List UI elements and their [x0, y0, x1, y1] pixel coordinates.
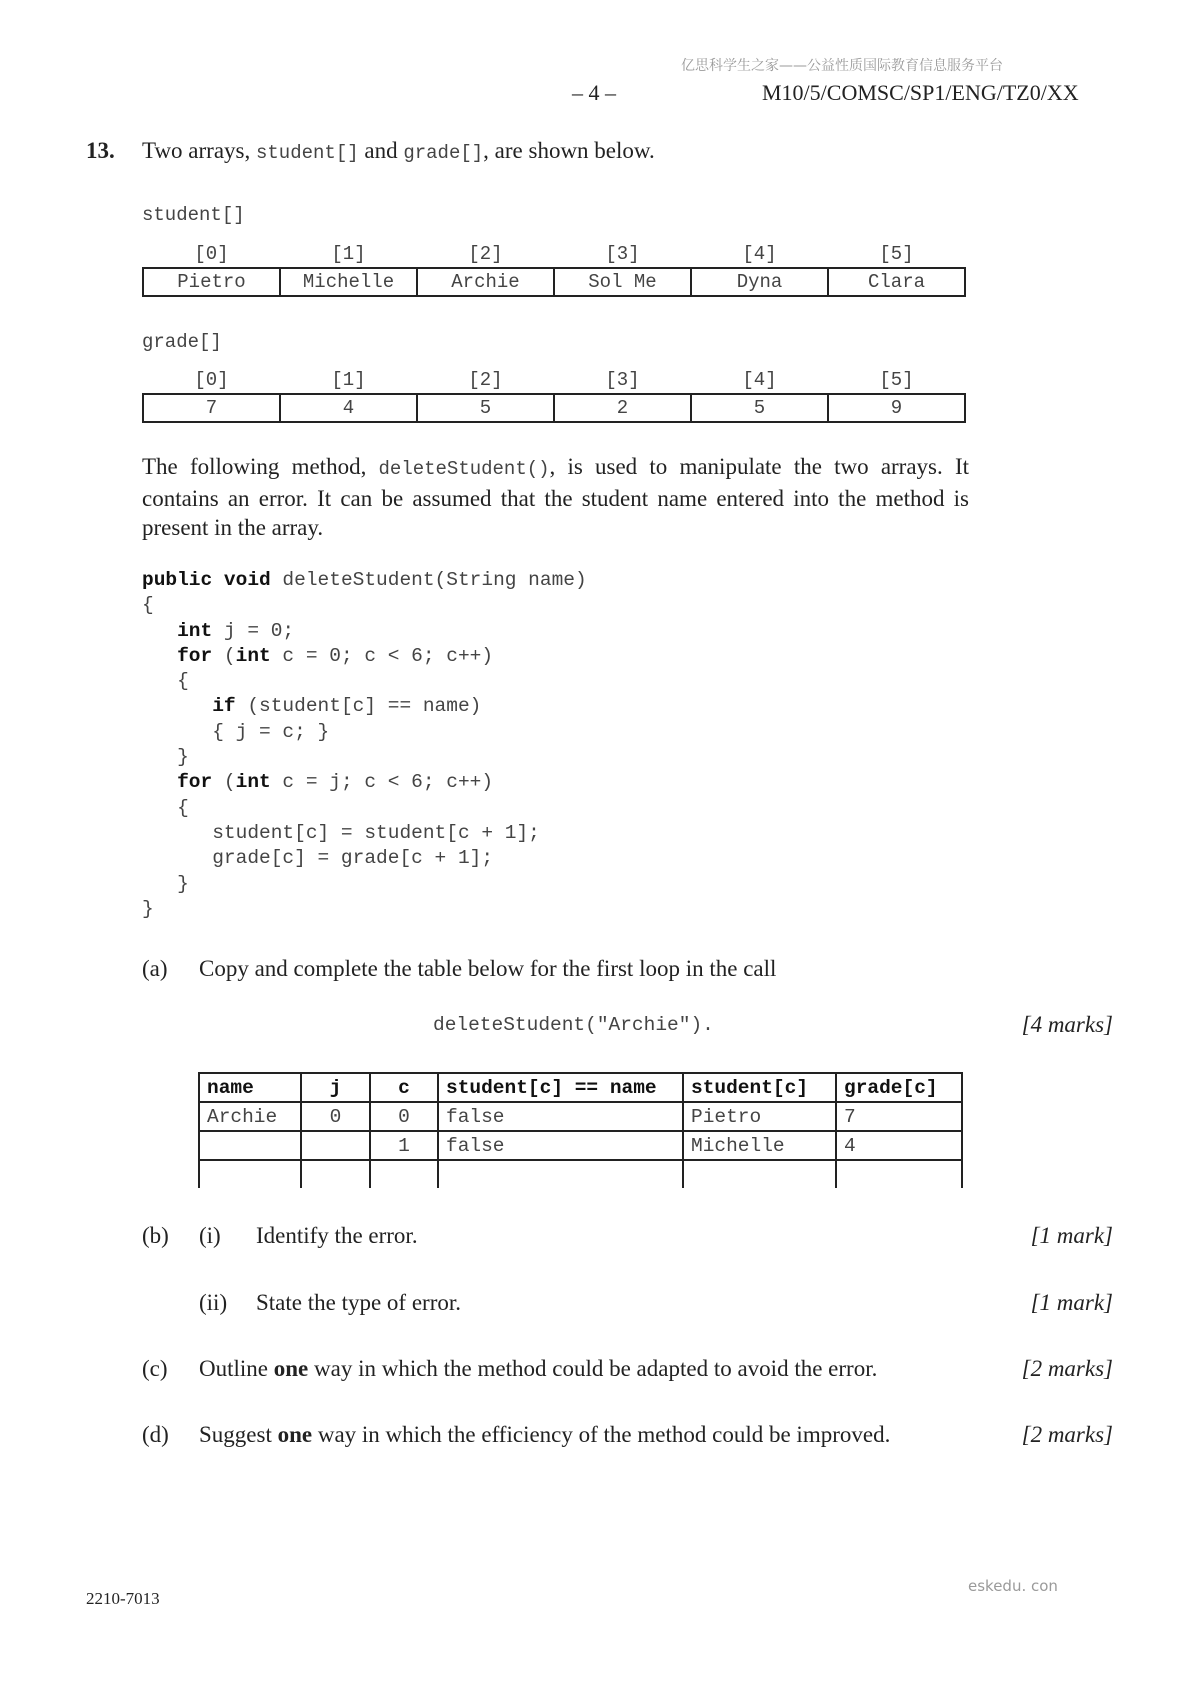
- part-c-marks: [2 marks]: [1021, 1356, 1113, 1381]
- code-text: j = 0;: [212, 619, 295, 642]
- footer-paper-code: 2210-7013: [86, 1589, 160, 1608]
- trace-cell: [301, 1131, 370, 1160]
- method-description: [142, 452, 969, 542]
- trace-cell: [199, 1160, 301, 1188]
- student-value: Michelle: [280, 268, 417, 296]
- part-d-marks: [2 marks]: [1021, 1422, 1113, 1447]
- code-text: c = j; c < 6; c++): [270, 771, 494, 794]
- student-value: Archie: [417, 268, 554, 296]
- part-c-text: [199, 1356, 877, 1382]
- page-number: – 4 –: [572, 80, 616, 105]
- trace-cell: [370, 1160, 438, 1188]
- code-line: [142, 593, 587, 618]
- trace-cell: 4: [836, 1131, 962, 1160]
- trace-cell: false: [438, 1131, 683, 1160]
- grade-value: 2: [554, 394, 691, 422]
- trace-cell: false: [438, 1102, 683, 1131]
- grade-index: [2]: [468, 369, 503, 391]
- code-line: [142, 720, 587, 745]
- code-text: }: [142, 746, 189, 769]
- part-a-marks: [4 marks]: [1021, 1012, 1113, 1037]
- trace-header: j: [301, 1073, 370, 1102]
- trace-cell: 0: [370, 1102, 438, 1131]
- code-text: }: [142, 897, 154, 920]
- part-d-text: [199, 1422, 890, 1448]
- description-text-2: , is used to manipulate the two arrays. It contains an error. It can be assumed that the student name entered into the method is present in the array.: [142, 454, 969, 540]
- intro-code-student: student[]: [256, 142, 359, 164]
- part-b-ii-label: (ii): [199, 1290, 228, 1315]
- trace-cell: [683, 1160, 836, 1188]
- student-value: Sol Me: [554, 268, 691, 296]
- trace-cell: [836, 1160, 962, 1188]
- trace-cell: [301, 1160, 370, 1188]
- grade-index: [5]: [879, 369, 914, 391]
- code-text: student[c] = student[c + 1];: [142, 821, 540, 844]
- paper-code: M10/5/COMSC/SP1/ENG/TZ0/XX: [762, 80, 1079, 105]
- student-value: Pietro: [143, 268, 280, 296]
- intro-text-1: Two arrays,: [142, 138, 256, 163]
- code-text: [142, 620, 177, 642]
- table-row: [199, 1102, 962, 1131]
- part-b-i-text: Identify the error.: [256, 1223, 418, 1248]
- part-b-ii-text: State the type of error.: [256, 1290, 462, 1315]
- student-index: [1]: [331, 243, 366, 265]
- code-text: (: [212, 771, 236, 794]
- code-text: (: [212, 644, 236, 667]
- grade-index: [3]: [605, 369, 640, 391]
- description-text-1: The following method,: [142, 454, 379, 479]
- code-text: grade[c] = grade[c + 1];: [142, 847, 494, 870]
- code-text: }: [142, 872, 189, 895]
- trace-cell: 1: [370, 1131, 438, 1160]
- grade-value: 4: [280, 394, 417, 422]
- code-listing: [142, 568, 587, 922]
- watermark-text: 亿思科学生之家——公益性质国际教育信息服务平台: [681, 58, 1003, 74]
- part-c-label: (c): [142, 1356, 168, 1381]
- student-value: Clara: [828, 268, 965, 296]
- part-d-text-2: way in which the efficiency of the method could be improved.: [312, 1422, 891, 1447]
- grade-array-table: [142, 367, 966, 423]
- intro-text-2: and: [358, 138, 404, 163]
- code-line: [142, 694, 587, 719]
- part-c-text-1: Outline: [199, 1356, 274, 1381]
- trace-cell: Pietro: [683, 1102, 836, 1131]
- code-line: [142, 897, 587, 922]
- code-line: [142, 872, 587, 897]
- code-line: [142, 619, 587, 644]
- student-index: [2]: [468, 243, 503, 265]
- code-text: {: [142, 594, 154, 617]
- trace-header: student[c] == name: [438, 1073, 683, 1102]
- code-line: [142, 669, 587, 694]
- code-line: [142, 644, 587, 669]
- code-text: (student[c] == name): [235, 695, 482, 718]
- grade-value: 5: [691, 394, 828, 422]
- student-index: [5]: [879, 243, 914, 265]
- trace-table: [198, 1072, 963, 1188]
- code-text: [142, 645, 177, 667]
- part-a-label: (a): [142, 956, 168, 981]
- part-a-text: Copy and complete the table below for the first loop in the call: [199, 956, 777, 981]
- code-line: [142, 846, 587, 871]
- code-line: [142, 745, 587, 770]
- part-a-call: deleteStudent("Archie").: [433, 1014, 714, 1036]
- code-keyword: int: [177, 619, 213, 642]
- code-text: {: [142, 670, 189, 693]
- table-row: [199, 1160, 962, 1188]
- table-row: [199, 1131, 962, 1160]
- question-intro: [142, 138, 655, 164]
- code-line: [142, 770, 587, 795]
- intro-text-3: , are shown below.: [483, 138, 655, 163]
- part-d-text-1: Suggest: [199, 1422, 278, 1447]
- student-array-table: [142, 241, 966, 297]
- trace-cell: Archie: [199, 1102, 301, 1131]
- trace-cell: 0: [301, 1102, 370, 1131]
- part-b-label: (b): [142, 1223, 169, 1248]
- footer-site-text: eskedu. con: [968, 1577, 1058, 1595]
- grade-value: 7: [143, 394, 280, 422]
- student-index: [4]: [742, 243, 777, 265]
- code-line: [142, 568, 587, 593]
- part-c-text-2: way in which the method could be adapted to avoid the error.: [308, 1356, 878, 1381]
- code-keyword: public void: [142, 569, 271, 591]
- part-d-emphasis: one: [277, 1422, 313, 1447]
- part-d-label: (d): [142, 1422, 169, 1447]
- code-keyword: for: [177, 644, 213, 667]
- trace-header: grade[c]: [836, 1073, 962, 1102]
- code-line: [142, 796, 587, 821]
- grade-array-label: grade[]: [142, 331, 222, 353]
- trace-cell: 7: [836, 1102, 962, 1131]
- trace-cell: [199, 1131, 301, 1160]
- student-array-label: student[]: [142, 204, 245, 226]
- code-keyword: if: [212, 695, 236, 718]
- part-b-ii-marks: [1 mark]: [1030, 1290, 1113, 1315]
- student-index: [3]: [605, 243, 640, 265]
- code-text: [142, 695, 212, 717]
- part-b-i-marks: [1 mark]: [1030, 1223, 1113, 1248]
- grade-value: 9: [828, 394, 965, 422]
- student-value: Dyna: [691, 268, 828, 296]
- description-code: deleteStudent(): [378, 458, 550, 480]
- grade-index: [4]: [742, 369, 777, 391]
- grade-index: [1]: [331, 369, 366, 391]
- part-c-emphasis: one: [273, 1356, 309, 1381]
- trace-cell: [438, 1160, 683, 1188]
- grade-value: 5: [417, 394, 554, 422]
- code-keyword: int: [235, 644, 271, 667]
- grade-index: [0]: [194, 369, 229, 391]
- code-text: { j = c; }: [142, 720, 330, 743]
- question-number: 13.: [86, 138, 115, 163]
- code-keyword: int: [235, 771, 271, 794]
- intro-code-grade: grade[]: [403, 142, 484, 164]
- trace-header: student[c]: [683, 1073, 836, 1102]
- trace-header: name: [199, 1073, 301, 1102]
- code-text: {: [142, 796, 189, 819]
- trace-header: c: [370, 1073, 438, 1102]
- part-b-i-label: (i): [199, 1223, 221, 1248]
- student-index: [0]: [194, 243, 229, 265]
- code-text: c = 0; c < 6; c++): [270, 644, 494, 667]
- code-text: [142, 771, 177, 793]
- code-keyword: for: [177, 771, 213, 794]
- trace-cell: Michelle: [683, 1131, 836, 1160]
- code-line: [142, 821, 587, 846]
- code-text: deleteStudent(String name): [270, 569, 587, 591]
